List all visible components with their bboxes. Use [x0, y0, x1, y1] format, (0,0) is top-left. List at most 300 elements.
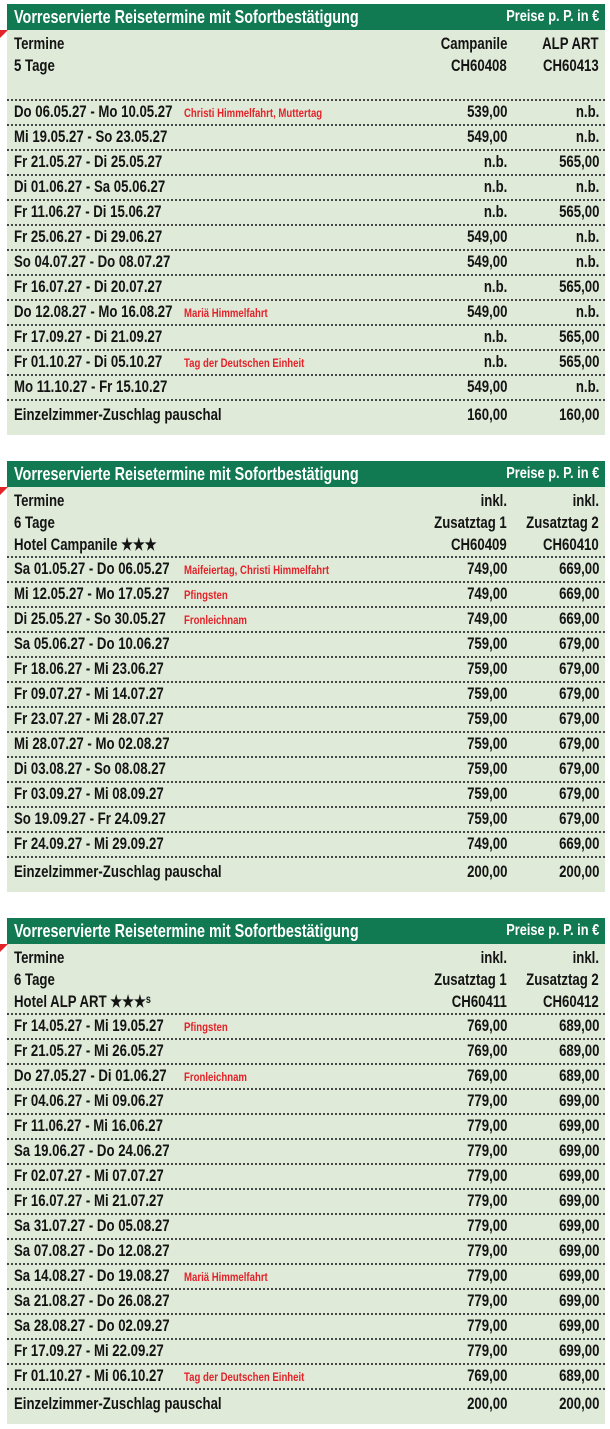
- table-row: [7, 731, 605, 756]
- price-col1: 759,00: [466, 660, 507, 678]
- price-col1-cell: [389, 760, 507, 779]
- holiday-note-cell: [184, 181, 389, 195]
- subheader-left-line: [14, 991, 389, 1013]
- date-range-cell: [14, 710, 184, 729]
- subheader-col2-line: [507, 991, 599, 1013]
- table-row: [7, 1088, 605, 1113]
- table-header-bar: [7, 461, 605, 487]
- holiday-note: Mariä Himmelfahrt: [184, 1269, 268, 1284]
- footer-price-cell-1: [389, 1395, 507, 1414]
- table-row: [7, 224, 605, 249]
- price-col2: 679,00: [558, 635, 599, 653]
- footer-label-cell: [14, 863, 389, 882]
- date-range-cell: [14, 810, 184, 829]
- holiday-note-cell: [184, 1170, 389, 1184]
- date-range-cell: [14, 760, 184, 779]
- price-col2: 679,00: [558, 760, 599, 778]
- table-row: [7, 606, 605, 631]
- table-row: [7, 374, 605, 399]
- date-range: Sa 21.08.27 - Do 26.08.27: [14, 1292, 170, 1310]
- subheader-col2-line: [507, 947, 599, 969]
- table-rows: [7, 1013, 605, 1388]
- price-col1-cell: [389, 810, 507, 829]
- price-col2-cell: [507, 1017, 599, 1036]
- table-row: [7, 581, 605, 606]
- price-col2: n.b.: [575, 378, 599, 396]
- price-col1-cell: [389, 1192, 507, 1211]
- date-range: Fr 25.06.27 - Di 29.06.27: [14, 228, 163, 246]
- date-range-cell: [14, 228, 184, 247]
- price-col1: 769,00: [466, 1367, 507, 1385]
- price-col2-cell: [507, 378, 599, 397]
- price-unit-label: Preise p. P. in €: [506, 922, 599, 939]
- price-col1-cell: [389, 1067, 507, 1086]
- price-col1-cell: [389, 1242, 507, 1261]
- subheader-col1-line: [389, 969, 507, 991]
- price-col1: n.b.: [483, 328, 507, 346]
- price-col1: 549,00: [466, 303, 507, 321]
- price-col2-cell: [507, 128, 599, 147]
- price-col2-cell: [507, 710, 599, 729]
- table-row: [7, 556, 605, 581]
- price-col2: 699,00: [558, 1292, 599, 1310]
- price-col2: 565,00: [558, 353, 599, 371]
- date-range: Mi 28.07.27 - Mo 02.08.27: [14, 735, 170, 753]
- holiday-note-cell: [184, 1370, 389, 1384]
- table-row: [7, 99, 605, 124]
- holiday-note-cell: [184, 381, 389, 395]
- price-col2-cell: [507, 735, 599, 754]
- table-row: [7, 299, 605, 324]
- date-range: Fr 21.05.27 - Di 25.05.27: [14, 153, 163, 171]
- subheader-left-column: [14, 947, 389, 1013]
- price-col1-cell: [389, 835, 507, 854]
- price-col1: 779,00: [466, 1242, 507, 1260]
- price-col2: 679,00: [558, 660, 599, 678]
- date-range-cell: [14, 178, 184, 197]
- price-col2-cell: [507, 253, 599, 272]
- date-range-cell: [14, 660, 184, 679]
- price-col2: 679,00: [558, 785, 599, 803]
- holiday-note-cell: [184, 613, 389, 627]
- price-col1-cell: [389, 228, 507, 247]
- price-col2-cell: [507, 685, 599, 704]
- price-col1: 759,00: [466, 810, 507, 828]
- price-col2: n.b.: [575, 128, 599, 146]
- holiday-note-cell: [184, 1095, 389, 1109]
- date-range-cell: [14, 1067, 184, 1086]
- price-col1: 779,00: [466, 1142, 507, 1160]
- date-range-cell: [14, 1117, 184, 1136]
- price-col1-cell: [389, 1342, 507, 1361]
- price-col1: 759,00: [466, 710, 507, 728]
- price-col1: 749,00: [466, 835, 507, 853]
- holiday-note: Mariä Himmelfahrt: [184, 305, 268, 320]
- price-col2-cell: [507, 635, 599, 654]
- date-range-cell: [14, 1242, 184, 1261]
- table-row: [7, 274, 605, 299]
- price-col2-cell: [507, 278, 599, 297]
- price-col2: 679,00: [558, 685, 599, 703]
- subheader-col2-line: [507, 55, 599, 77]
- subheader-col2-line: [507, 512, 599, 534]
- table-header-bar: [7, 4, 605, 30]
- holiday-note-cell: [184, 1195, 389, 1209]
- price-col2: n.b.: [575, 303, 599, 321]
- price-col1: n.b.: [483, 353, 507, 371]
- holiday-note-cell: [184, 1145, 389, 1159]
- price-col1: 759,00: [466, 635, 507, 653]
- date-range: Sa 31.07.27 - Do 05.08.27: [14, 1217, 170, 1235]
- price-col2: 679,00: [558, 810, 599, 828]
- date-range-cell: [14, 103, 184, 122]
- price-col1-cell: [389, 103, 507, 122]
- date-range-cell: [14, 685, 184, 704]
- date-range: Fr 18.06.27 - Mi 23.06.27: [14, 660, 164, 678]
- date-range: Fr 02.07.27 - Mi 07.07.27: [14, 1167, 164, 1185]
- holiday-note-cell: [184, 106, 389, 120]
- price-col2-cell: [507, 1292, 599, 1311]
- date-range: Fr 23.07.27 - Mi 28.07.27: [14, 710, 164, 728]
- price-col1: 749,00: [466, 560, 507, 578]
- date-range: Di 03.08.27 - So 08.08.27: [14, 760, 166, 778]
- subheader-col2-line: [507, 33, 599, 55]
- price-col2: 689,00: [558, 1367, 599, 1385]
- table-title: Vorreservierte Reisetermine mit Sofortbestätigung: [14, 920, 359, 941]
- table-row: [7, 1138, 605, 1163]
- price-col2: n.b.: [575, 178, 599, 196]
- holiday-note-cell: [184, 256, 389, 270]
- price-col2: 679,00: [558, 710, 599, 728]
- price-col1-cell: [389, 710, 507, 729]
- price-col1-cell: [389, 178, 507, 197]
- subheader-price-column-1: [389, 33, 507, 99]
- subheader-col1-line: [389, 490, 507, 512]
- price-col2: 699,00: [558, 1142, 599, 1160]
- price-col1-cell: [389, 1142, 507, 1161]
- footer-price-1: 160,00: [466, 405, 507, 424]
- subheader-left-line-text: 6 Tage: [14, 971, 55, 989]
- price-col1-cell: [389, 1367, 507, 1386]
- price-col1: 759,00: [466, 735, 507, 753]
- subheader-col1-line-text: CH60411: [451, 993, 507, 1011]
- price-col1: 779,00: [466, 1092, 507, 1110]
- holiday-note-cell: [184, 1220, 389, 1234]
- date-range: Sa 01.05.27 - Do 06.05.27: [14, 560, 170, 578]
- price-col2: 669,00: [558, 835, 599, 853]
- footer-price-cell-1: [389, 863, 507, 882]
- price-col1-cell: [389, 1292, 507, 1311]
- price-col1-cell: [389, 153, 507, 172]
- price-col1: 779,00: [466, 1317, 507, 1335]
- table-subheader: [7, 487, 605, 556]
- subheader-col2-line-text: CH60410: [543, 536, 599, 554]
- price-col2-cell: [507, 1242, 599, 1261]
- footer-price-cell-2: [507, 863, 599, 882]
- holiday-note-cell: [184, 1295, 389, 1309]
- price-col2: n.b.: [575, 253, 599, 271]
- table-row: [7, 324, 605, 349]
- table-row: [7, 806, 605, 831]
- holiday-note-cell: [184, 1245, 389, 1259]
- subheader-col2-line-text: ALP ART: [542, 35, 599, 53]
- date-range: Fr 24.09.27 - Mi 29.09.27: [14, 835, 164, 853]
- subheader-col2-line-text: inkl.: [572, 949, 599, 967]
- price-col1-cell: [389, 1092, 507, 1111]
- table-row: [7, 631, 605, 656]
- date-range: Fr 14.05.27 - Mi 19.05.27: [14, 1017, 164, 1035]
- subheader-col2-line-text: inkl.: [572, 492, 599, 510]
- date-range-cell: [14, 253, 184, 272]
- price-col1: 779,00: [466, 1117, 507, 1135]
- price-col1: 759,00: [466, 685, 507, 703]
- table-row: [7, 1163, 605, 1188]
- holiday-note: Tag der Deutschen Einheit: [184, 1369, 305, 1384]
- price-col1-cell: [389, 378, 507, 397]
- price-col1-cell: [389, 685, 507, 704]
- date-range: So 04.07.27 - Do 08.07.27: [14, 253, 171, 271]
- holiday-note-cell: [184, 813, 389, 827]
- date-range: Fr 09.07.27 - Mi 14.07.27: [14, 685, 164, 703]
- price-col1: n.b.: [483, 203, 507, 221]
- footer-price-cell-2: [507, 406, 599, 425]
- footer-label-cell: [14, 1395, 389, 1414]
- holiday-note-cell: [184, 763, 389, 777]
- table-row: [7, 1013, 605, 1038]
- subheader-price-column-2: [507, 33, 599, 99]
- date-range: Fr 03.09.27 - Mi 08.09.27: [14, 785, 164, 803]
- price-col1: 779,00: [466, 1217, 507, 1235]
- footer-price-cell-2: [507, 1395, 599, 1414]
- footer-price-1: 200,00: [466, 862, 507, 881]
- subheader-col2-line-text: CH60412: [543, 993, 599, 1011]
- date-range: Sa 14.08.27 - Do 19.08.27: [14, 1267, 170, 1285]
- subheader-left-line-text: 5 Tage: [14, 57, 55, 75]
- date-range: Di 25.05.27 - So 30.05.27: [14, 610, 166, 628]
- holiday-note-cell: [184, 1070, 389, 1084]
- price-col1-cell: [389, 1267, 507, 1286]
- price-col2-cell: [507, 1167, 599, 1186]
- date-range: Fr 16.07.27 - Di 20.07.27: [14, 278, 163, 296]
- table-row: [7, 1213, 605, 1238]
- price-col2: 699,00: [558, 1267, 599, 1285]
- price-col1-cell: [389, 785, 507, 804]
- price-table: [7, 461, 605, 892]
- date-range: Sa 05.06.27 - Do 10.06.27: [14, 635, 170, 653]
- date-range: Do 06.05.27 - Mo 10.05.27: [14, 103, 173, 121]
- table-row: [7, 199, 605, 224]
- price-col2-cell: [507, 660, 599, 679]
- subheader-price-column-1: [389, 490, 507, 556]
- date-range: So 19.09.27 - Fr 24.09.27: [14, 810, 166, 828]
- price-col1: n.b.: [483, 153, 507, 171]
- subheader-left-line: [14, 534, 389, 556]
- price-col1-cell: [389, 660, 507, 679]
- price-table: [7, 4, 605, 435]
- price-col1-cell: [389, 203, 507, 222]
- price-col1: 749,00: [466, 610, 507, 628]
- price-col1: 779,00: [466, 1192, 507, 1210]
- date-range: Di 01.06.27 - Sa 05.06.27: [14, 178, 166, 196]
- price-col2: 565,00: [558, 153, 599, 171]
- date-range: Mi 19.05.27 - So 23.05.27: [14, 128, 168, 146]
- price-col2: 669,00: [558, 585, 599, 603]
- price-col2-cell: [507, 1042, 599, 1061]
- subheader-col1-line-text: Campanile: [440, 35, 507, 53]
- subheader-col1-line-text: Zusatztag 1: [434, 971, 507, 989]
- subheader-price-column-1: [389, 947, 507, 1013]
- price-col2-cell: [507, 178, 599, 197]
- holiday-note-cell: [184, 1045, 389, 1059]
- table-subheader: [7, 30, 605, 99]
- date-range-cell: [14, 1092, 184, 1111]
- date-range-cell: [14, 128, 184, 147]
- subheader-col1-line: [389, 55, 507, 77]
- price-col2-cell: [507, 785, 599, 804]
- date-range-cell: [14, 153, 184, 172]
- price-col2-cell: [507, 1267, 599, 1286]
- table-body: [7, 487, 605, 892]
- price-col2: 679,00: [558, 735, 599, 753]
- price-col1: 759,00: [466, 760, 507, 778]
- date-range-cell: [14, 1192, 184, 1211]
- subheader-left-line-text: 6 Tage: [14, 514, 55, 532]
- price-col2-cell: [507, 228, 599, 247]
- table-row: [7, 174, 605, 199]
- subheader-left-line: [14, 55, 389, 77]
- price-col2: 565,00: [558, 328, 599, 346]
- subheader-col2-line-text: Zusatztag 2: [526, 514, 599, 532]
- date-range-cell: [14, 1167, 184, 1186]
- table-row: [7, 1063, 605, 1088]
- date-range: Sa 07.08.27 - Do 12.08.27: [14, 1242, 170, 1260]
- subheader-col1-line: [389, 33, 507, 55]
- price-col1-cell: [389, 610, 507, 629]
- date-range-cell: [14, 278, 184, 297]
- subheader-left-column: [14, 33, 389, 99]
- table-row: [7, 1363, 605, 1388]
- price-col1: 759,00: [466, 785, 507, 803]
- price-col1-cell: [389, 735, 507, 754]
- price-col2: 565,00: [558, 278, 599, 296]
- price-col2-cell: [507, 1317, 599, 1336]
- subheader-col1-line-text: Zusatztag 1: [434, 514, 507, 532]
- footer-label: Einzelzimmer-Zuschlag pauschal: [14, 862, 222, 881]
- subheader-left-line: [14, 33, 389, 55]
- holiday-note-cell: [184, 1320, 389, 1334]
- table-row: [7, 1113, 605, 1138]
- price-col2: 669,00: [558, 560, 599, 578]
- price-col1-cell: [389, 1017, 507, 1036]
- table-footer-row: [7, 856, 605, 886]
- price-col1-cell: [389, 560, 507, 579]
- table-row: [7, 1238, 605, 1263]
- price-col1: 779,00: [466, 1167, 507, 1185]
- holiday-note-cell: [184, 356, 389, 370]
- price-col1-cell: [389, 1317, 507, 1336]
- price-col2-cell: [507, 1067, 599, 1086]
- price-col2-cell: [507, 560, 599, 579]
- date-range-cell: [14, 203, 184, 222]
- price-col2-cell: [507, 1142, 599, 1161]
- table-rows: [7, 99, 605, 399]
- date-range-cell: [14, 303, 184, 322]
- price-col1: 769,00: [466, 1017, 507, 1035]
- price-col2-cell: [507, 585, 599, 604]
- price-col1: 769,00: [466, 1067, 507, 1085]
- table-body: [7, 30, 605, 435]
- holiday-note-cell: [184, 788, 389, 802]
- price-col2: n.b.: [575, 103, 599, 121]
- date-range: Mo 11.10.27 - Fr 15.10.27: [14, 378, 168, 396]
- price-col1: 769,00: [466, 1042, 507, 1060]
- price-col1: 549,00: [466, 228, 507, 246]
- subheader-col2-line: [507, 490, 599, 512]
- date-range: Fr 11.06.27 - Di 15.06.27: [14, 203, 162, 221]
- price-col1-cell: [389, 128, 507, 147]
- date-range: Fr 17.09.27 - Di 21.09.27: [14, 328, 163, 346]
- table-row: [7, 1313, 605, 1338]
- date-range-cell: [14, 560, 184, 579]
- price-col2: 699,00: [558, 1167, 599, 1185]
- price-col1-cell: [389, 1217, 507, 1236]
- price-col1: 549,00: [466, 253, 507, 271]
- subheader-left-line-text: Hotel ALP ART ★★★ˢ: [14, 993, 151, 1011]
- subheader-left-line: [14, 947, 389, 969]
- price-col2-cell: [507, 153, 599, 172]
- price-col2-cell: [507, 1092, 599, 1111]
- price-col2-cell: [507, 203, 599, 222]
- price-col1: 779,00: [466, 1292, 507, 1310]
- price-col1-cell: [389, 303, 507, 322]
- price-col1: 779,00: [466, 1342, 507, 1360]
- subheader-col1-line: [389, 534, 507, 556]
- price-col2: 699,00: [558, 1242, 599, 1260]
- holiday-note-cell: [184, 713, 389, 727]
- table-header-bar: [7, 918, 605, 944]
- price-col1-cell: [389, 1117, 507, 1136]
- subheader-left-line: [14, 969, 389, 991]
- date-range: Fr 04.06.27 - Mi 09.06.27: [14, 1092, 164, 1110]
- date-range-cell: [14, 1317, 184, 1336]
- price-col2: 565,00: [558, 203, 599, 221]
- price-col2-cell: [507, 1217, 599, 1236]
- holiday-note-cell: [184, 231, 389, 245]
- price-col1-cell: [389, 328, 507, 347]
- subheader-col2-line-text: CH60413: [543, 57, 599, 75]
- subheader-left-line: [14, 490, 389, 512]
- subheader-left-line-text: Termine: [14, 35, 65, 53]
- table-rows: [7, 556, 605, 856]
- price-col2-cell: [507, 1367, 599, 1386]
- holiday-note: Christi Himmelfahrt, Muttertag: [184, 105, 323, 120]
- price-col2-cell: [507, 353, 599, 372]
- table-row: [7, 831, 605, 856]
- price-col2: 699,00: [558, 1192, 599, 1210]
- holiday-note-cell: [184, 331, 389, 345]
- holiday-note: Tag der Deutschen Einheit: [184, 355, 305, 370]
- price-col1-cell: [389, 1042, 507, 1061]
- date-range-cell: [14, 835, 184, 854]
- price-col2-cell: [507, 610, 599, 629]
- date-range: Sa 28.08.27 - Do 02.09.27: [14, 1317, 170, 1335]
- date-range-cell: [14, 1342, 184, 1361]
- price-col2-cell: [507, 1192, 599, 1211]
- price-col2-cell: [507, 328, 599, 347]
- price-col2-cell: [507, 760, 599, 779]
- holiday-note: Pfingsten: [184, 587, 228, 602]
- holiday-note-cell: [184, 663, 389, 677]
